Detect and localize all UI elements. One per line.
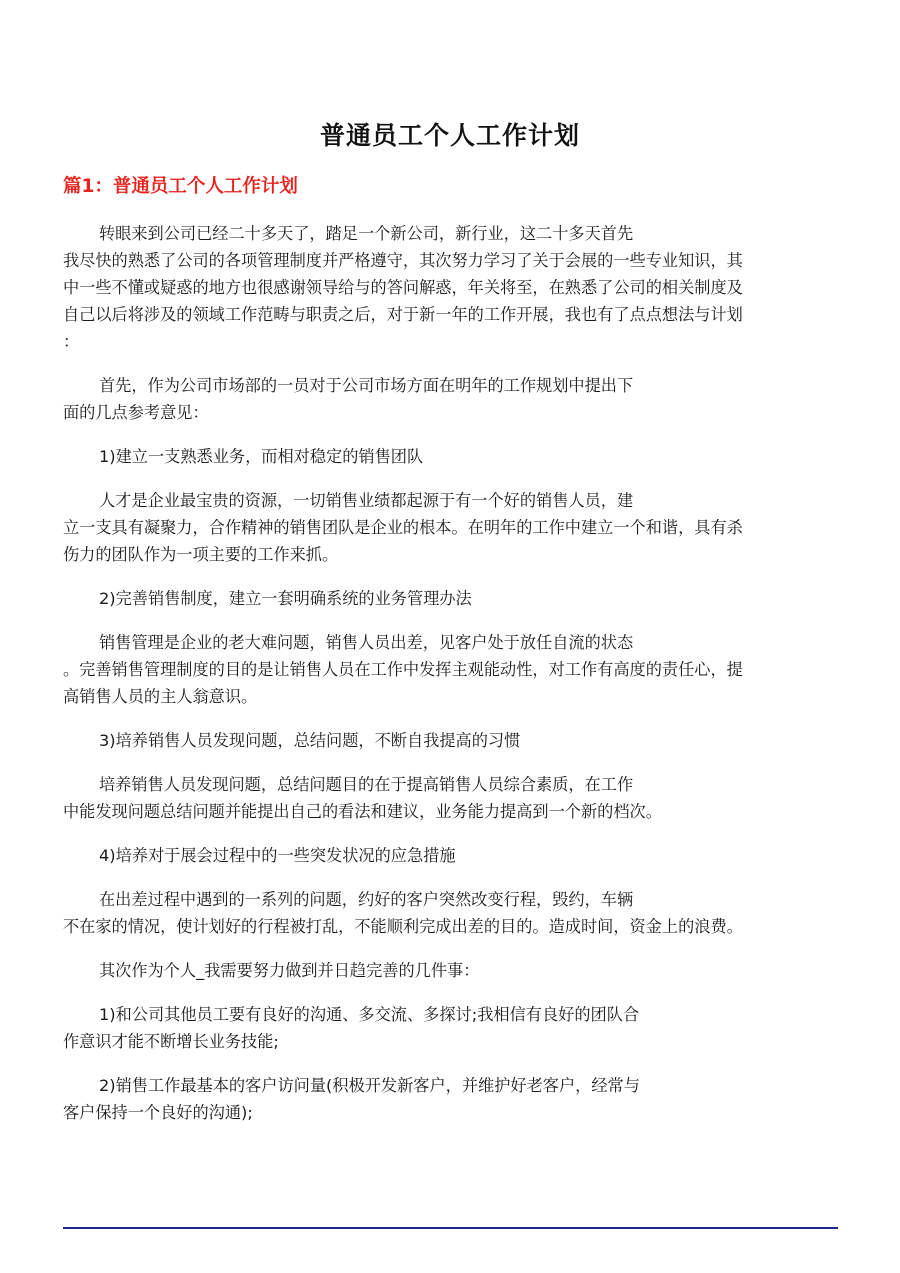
paragraph-line: 我尽快的熟悉了公司的各项管理制度并严格遵守，其次努力学习了关于会展的一些专业知识，其	[63, 251, 743, 270]
paragraph-line: 1)和公司其他员工要有良好的沟通、多交流、多探讨;我相信有良好的团队合	[99, 1005, 640, 1024]
paragraph-line: 培养销售人员发现问题，总结问题目的在于提高销售人员综合素质，在工作	[99, 775, 634, 794]
paragraph-line: 4)培养对于展会过程中的一些突发状况的应急措施	[99, 846, 456, 865]
paragraph	[63, 220, 838, 355]
footer-divider	[63, 1227, 838, 1229]
paragraph-line: 中一些不懂或疑惑的地方也很感谢领导给与的答问解惑，年关将至，在熟悉了公司的相关制度及	[63, 278, 743, 297]
paragraph	[63, 842, 838, 869]
paragraph-line: 高销售人员的主人翁意识。	[63, 687, 258, 706]
paragraph-line: 面的几点参考意见：	[63, 403, 209, 422]
paragraph-line: 销售管理是企业的老大难问题，销售人员出差，见客户处于放任自流的状态	[99, 633, 634, 652]
paragraph-line: 转眼来到公司已经二十多天了，踏足一个新公司，新行业，这二十多天首先	[99, 224, 634, 243]
paragraph	[63, 727, 838, 754]
paragraph	[63, 443, 838, 470]
paragraph-line: ：	[63, 332, 80, 351]
paragraph-line: 人才是企业最宝贵的资源，一切销售业绩都起源于有一个好的销售人员，建	[99, 491, 634, 510]
paragraph	[63, 771, 838, 825]
paragraph-line: 伤力的团队作为一项主要的工作来抓。	[63, 545, 339, 564]
paragraph-line: 。完善销售管理制度的目的是让销售人员在工作中发挥主观能动性，对工作有高度的责任心，提	[63, 660, 743, 679]
paragraph	[63, 1072, 838, 1126]
paragraph	[63, 957, 838, 984]
paragraph-line: 不在家的情况，使计划好的行程被打乱，不能顺利完成出差的目的。造成时间，资金上的浪费。	[63, 917, 743, 936]
section-heading: 篇1：普通员工个人工作计划	[63, 176, 298, 197]
paragraph-line: 作意识才能不断增长业务技能;	[63, 1032, 279, 1051]
paragraph	[63, 1001, 838, 1055]
paragraph-line: 2)销售工作最基本的客户访问量(积极开发新客户，并维护好老客户，经常与	[99, 1076, 640, 1095]
paragraph	[63, 629, 838, 710]
paragraph-line: 首先，作为公司市场部的一员对于公司市场方面在明年的工作规划中提出下	[99, 376, 634, 395]
paragraph-line: 3)培养销售人员发现问题，总结问题，不断自我提高的习惯	[99, 731, 521, 750]
document-body	[63, 220, 838, 1143]
paragraph-line: 自己以后将涉及的领域工作范畴与职责之后，对于新一年的工作开展，我也有了点点想法与计划	[63, 305, 743, 324]
document-title: 普通员工个人工作计划	[319, 121, 580, 150]
paragraph-line: 在出差过程中遇到的一系列的问题，约好的客户突然改变行程，毁约，车辆	[99, 890, 634, 909]
paragraph	[63, 585, 838, 612]
paragraph	[63, 372, 838, 426]
paragraph-line: 1)建立一支熟悉业务，而相对稳定的销售团队	[99, 447, 424, 466]
paragraph-line: 客户保持一个良好的沟通);	[63, 1103, 253, 1122]
paragraph	[63, 487, 838, 568]
paragraph-line: 其次作为个人_我需要努力做到并日趋完善的几件事：	[99, 961, 480, 980]
paragraph-line: 立一支具有凝聚力，合作精神的销售团队是企业的根本。在明年的工作中建立一个和谐，具有杀	[63, 518, 743, 537]
paragraph-line: 2)完善销售制度，建立一套明确系统的业务管理办法	[99, 589, 472, 608]
paragraph-line: 中能发现问题总结问题并能提出自己的看法和建议，业务能力提高到一个新的档次。	[63, 802, 662, 821]
paragraph	[63, 886, 838, 940]
